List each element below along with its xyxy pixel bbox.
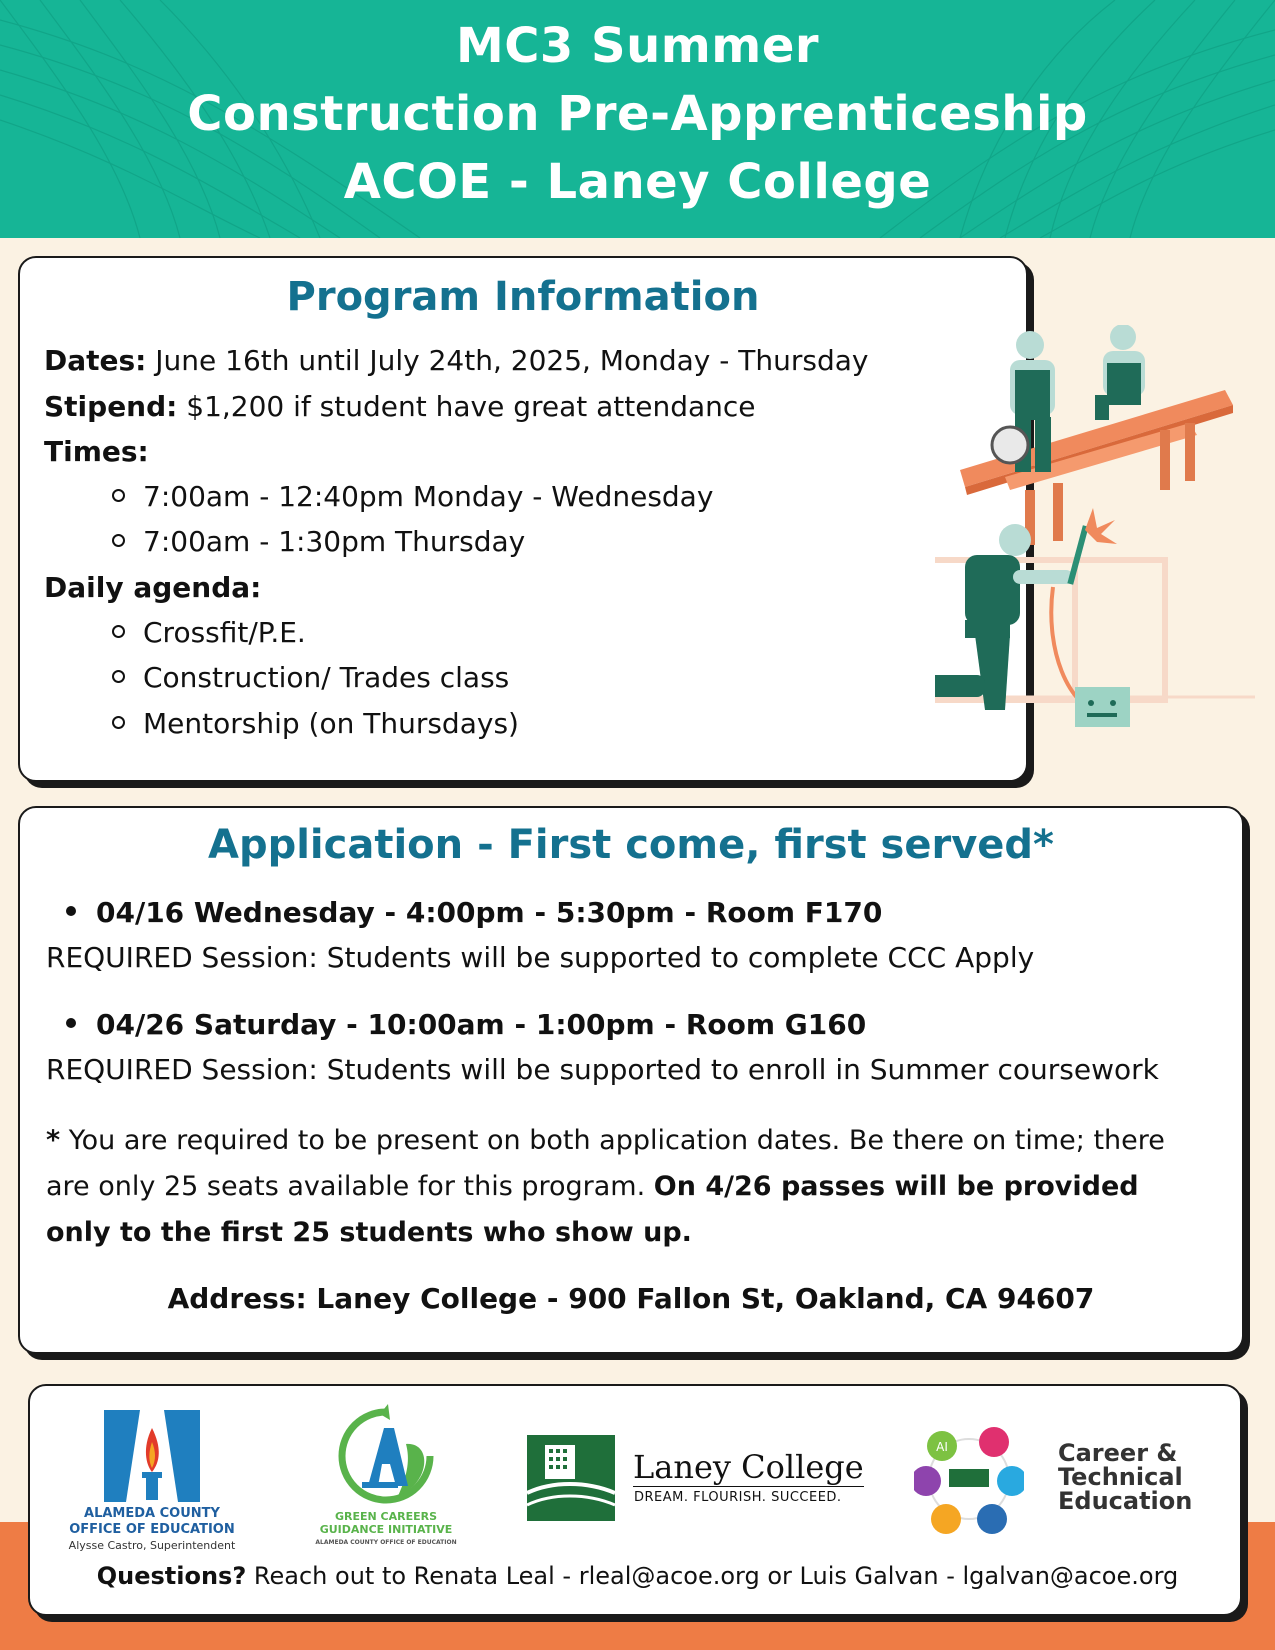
application-title: Application - First come, first served*	[208, 822, 1054, 868]
green-careers-logo-icon	[338, 1404, 434, 1514]
hollow-bullet-icon	[112, 489, 125, 502]
cte-ai-badge: AI	[936, 1440, 948, 1454]
agenda-item: Construction/ Trades class	[112, 661, 509, 694]
agenda-item: Crossfit/P.E.	[112, 616, 306, 649]
header-title-line-1: MC3 Summer	[455, 18, 820, 74]
hollow-bullet-icon	[112, 534, 125, 547]
contact-line	[0, 1562, 1275, 1590]
times-item: 7:00am - 12:40pm Monday - Wednesday	[112, 480, 713, 513]
session-1-description: REQUIRED Session: Students will be supported to complete CCC Apply	[46, 941, 1035, 974]
dates-row	[44, 344, 868, 377]
address-text: Address: Laney College - 900 Fallon St, Oakland, CA 94607	[167, 1282, 1095, 1315]
cte-logo-icon	[914, 1424, 1024, 1534]
contact-text: Reach out to Renata Leal - rleal@acoe.org or Luis Galvan - lgalvan@acoe.org	[253, 1562, 1179, 1590]
laney-college-tagline: DREAM. FLOURISH. SUCCEED.	[634, 1490, 842, 1505]
header-banner	[0, 0, 1275, 238]
cte-logo-text: Career & Technical Education	[1058, 1439, 1193, 1515]
session-2-heading: 04/26 Saturday - 10:00am - 1:00pm - Room G160	[66, 1008, 866, 1041]
green-careers-logo-text: GREEN CAREERS GUIDANCE INITIATIVE ALAMEDA COUNTY OFFICE OF EDUCATION	[315, 1510, 457, 1546]
program-info-card	[18, 256, 1028, 782]
dates-value: June 16th until July 24th, 2025, Monday - Thursday	[155, 344, 869, 377]
stipend-label: Stipend:	[44, 390, 178, 423]
stipend-row	[44, 390, 756, 423]
dates-label: Dates:	[44, 344, 147, 377]
solid-bullet-icon	[66, 906, 76, 916]
acoe-logo-icon	[104, 1410, 200, 1502]
attendance-note: * You are required to be present on both application dates. Be there on time; there are only 25 seats available for this program. On 4/26 passes will be provided only to the first 25 students who show up.	[46, 1125, 1165, 1248]
laney-college-building-icon	[527, 1435, 615, 1521]
worker-with-saw-icon	[992, 331, 1055, 472]
session-1-heading: 04/16 Wednesday - 4:00pm - 5:30pm - Room F170	[66, 896, 882, 929]
stipend-value: $1,200 if student have great attendance	[186, 390, 756, 423]
times-item: 7:00am - 1:30pm Thursday	[112, 525, 525, 558]
hollow-bullet-icon	[112, 625, 125, 638]
times-label: Times:	[44, 435, 149, 468]
worker-measuring-icon	[1095, 325, 1145, 420]
hollow-bullet-icon	[112, 716, 125, 729]
program-info-title: Program Information	[286, 274, 760, 320]
solid-bullet-icon	[66, 1018, 76, 1028]
header-title-line-3: ACOE - Laney College	[343, 154, 932, 210]
questions-label: Questions?	[96, 1562, 247, 1590]
laney-college-name: Laney College	[633, 1448, 864, 1486]
session-2-description: REQUIRED Session: Students will be supported to enroll in Summer coursework	[46, 1053, 1159, 1086]
application-card	[18, 806, 1244, 1354]
acoe-logo-text: ALAMEDA COUNTY OFFICE OF EDUCATION Alysse Castro, Superintendent	[68, 1506, 236, 1552]
agenda-label: Daily agenda:	[44, 571, 262, 604]
hollow-bullet-icon	[112, 670, 125, 683]
header-title-line-2: Construction Pre-Apprenticeship	[187, 86, 1088, 142]
agenda-item: Mentorship (on Thursdays)	[112, 707, 519, 740]
construction-workers-illustration	[935, 325, 1255, 765]
